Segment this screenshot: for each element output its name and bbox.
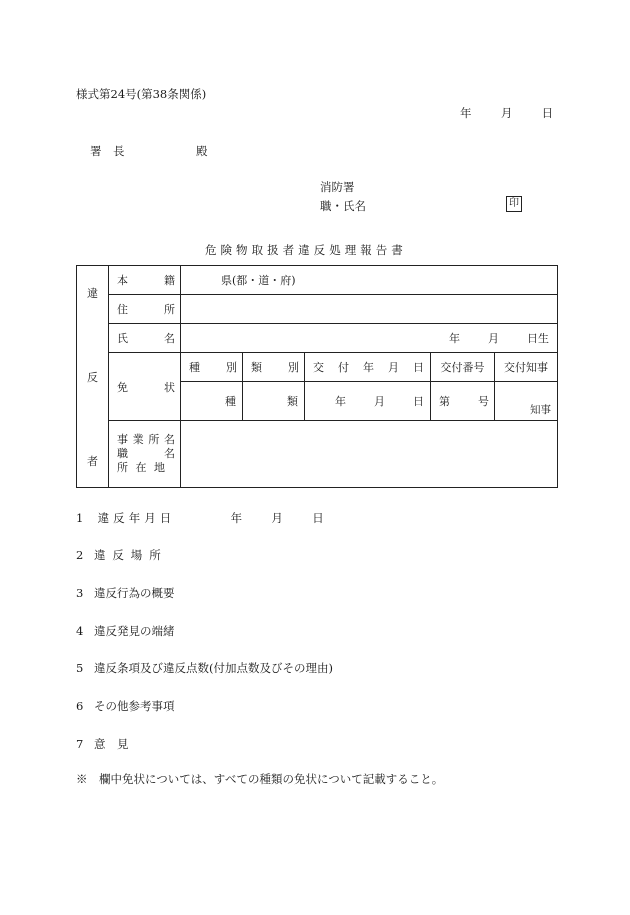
sender-name-label: 職・氏名 — [320, 199, 366, 213]
violation-report-table — [76, 265, 558, 488]
item-other-notes: 6 その他参考事項 — [76, 699, 175, 713]
license-header-type: 類 別 — [243, 353, 305, 382]
license-issue-date-cell[interactable]: 年 月 日 — [305, 382, 431, 421]
license-header-issue-date: 交 付 年 月 日 — [305, 353, 431, 382]
item-discovery: 4 違反発見の端緒 — [76, 624, 175, 638]
birth-day: 日生 — [527, 332, 550, 345]
item-violation-date: 1 違反年月日 年 月 日 — [76, 511, 324, 525]
seal-mark: 印 — [506, 196, 522, 212]
name-value-cell[interactable] — [181, 324, 558, 353]
address-label: 住 所 — [109, 295, 181, 324]
violator-label-cell: 違 反 者 — [77, 266, 109, 488]
date-month: 月 — [500, 106, 513, 120]
sender-office: 消防署 — [320, 180, 355, 194]
honseki-value: 県(都・道・府) — [221, 274, 296, 287]
footnote: ※ 欄中免状については、すべての種類の免状について記載すること。 — [76, 772, 444, 786]
license-label: 免 状 — [109, 353, 181, 421]
license-type-cell[interactable]: 類 — [243, 382, 305, 421]
honseki-value-cell[interactable] — [181, 266, 558, 295]
license-header-governor: 交付知事 — [495, 353, 558, 382]
license-header-number: 交付番号 — [431, 353, 495, 382]
date-line — [460, 105, 553, 121]
addressee-honorific: 殿 — [196, 144, 208, 158]
item-provisions-points: 5 違反条項及び違反点数(付加点数及びその理由) — [76, 661, 333, 675]
date-day: 日 — [541, 106, 554, 120]
address-value-cell[interactable] — [181, 295, 558, 324]
business-label: 事 業 所 名 職 名 所 在 地 — [109, 421, 181, 488]
honseki-label: 本 籍 — [109, 266, 181, 295]
addressee-title: 署 長 — [90, 144, 125, 158]
license-number-cell[interactable]: 第 号 — [431, 382, 495, 421]
license-category-cell[interactable]: 種 — [181, 382, 243, 421]
name-label: 氏 名 — [109, 324, 181, 353]
birth-year: 年 — [449, 332, 461, 345]
item-opinion: 7 意 見 — [76, 737, 129, 751]
business-value-cell[interactable] — [181, 421, 558, 488]
item-violation-summary: 3 違反行為の概要 — [76, 586, 175, 600]
license-header-category: 種 別 — [181, 353, 243, 382]
form-number: 様式第24号(第38条関係) — [76, 87, 207, 101]
document-title: 危険物取扱者違反処理報告書 — [205, 243, 407, 257]
item-violation-place: 2 違反場所 — [76, 548, 168, 562]
birth-month: 月 — [488, 332, 500, 345]
date-year: 年 — [460, 106, 472, 120]
license-governor-cell[interactable]: 知事 — [495, 382, 558, 421]
